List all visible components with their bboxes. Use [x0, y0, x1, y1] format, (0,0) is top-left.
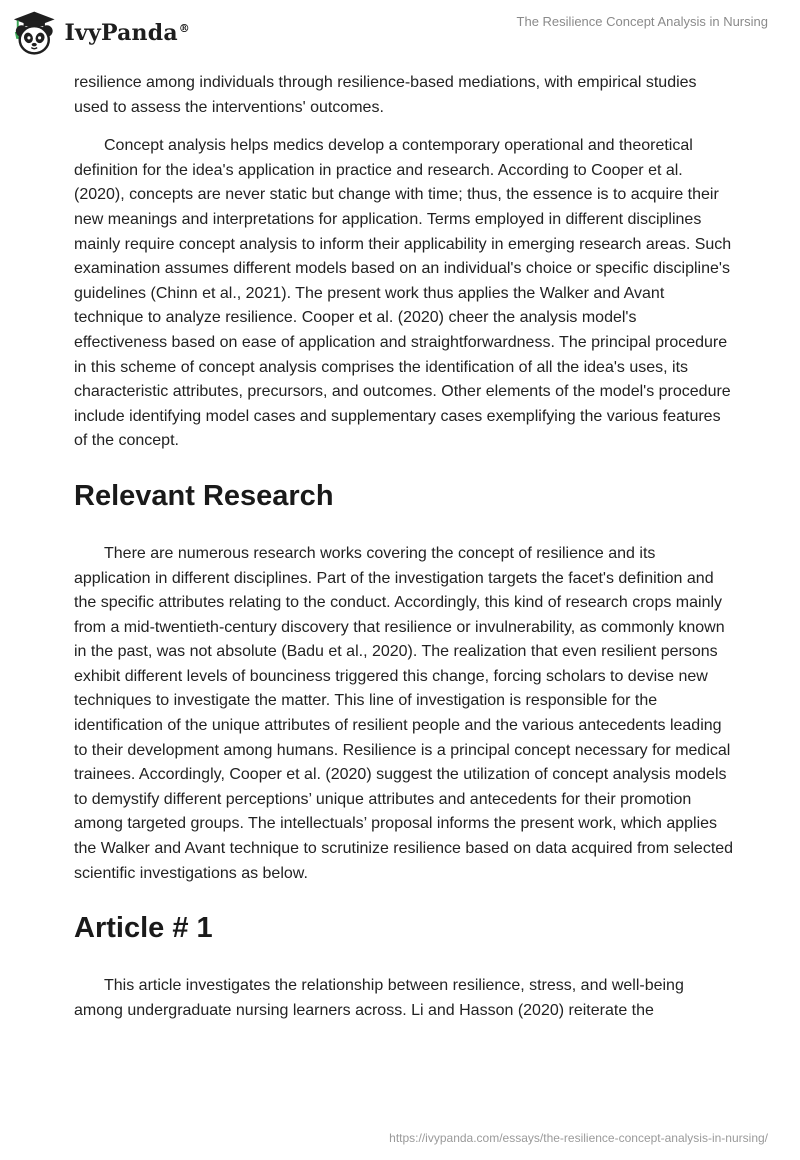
brand-name: IvyPanda® — [64, 20, 190, 46]
ivypanda-logo[interactable] — [10, 7, 190, 59]
source-url[interactable]: https://ivypanda.com/essays/the-resilience-concept-analysis-in-nursing/ — [389, 1131, 768, 1145]
relevant-research-paragraph: There are numerous research works covering the concept of resilience and its application in different disciplines. Part of the investigation targets the facet's definition and the specific attributes relating to the conduct. Accordingly, this kind of research crops mainly from a mid-twentieth-century discovery that resilience or invulnerability, as commonly known in the past, was not absolute (Badu et al., 2020). The realization that even resilient persons exhibit different levels of bounciness triggered this change, forcing scholars to devise new techniques to investigate the matter. This line of investigation is responsible for the identification of the unique attributes of resilient people and the various antecedents leading to their development among humans. Resilience is a principal concept necessary for medical trainees. Accordingly, Cooper et al. (2020) suggest the utilization of concept analysis models to demystify different perceptions’ unique attributes and antecedents for their promotion among targeted groups. The intellectuals’ proposal informs the present work, which applies the Walker and Avant technique to scrutinize resilience based on data acquired from selected scientific investigations as below. — [74, 544, 734, 882]
essay-content — [74, 71, 734, 1023]
intro-paragraph-fragment: resilience among individuals through resilience-based mediations, with empirical studies used to assess the interventions' outcomes. — [74, 74, 697, 116]
article-1-heading: Article # 1 — [74, 912, 213, 945]
panda-graduate-icon — [10, 9, 58, 57]
relevant-research-heading: Relevant Research — [74, 479, 334, 512]
brand-registered-mark: ® — [178, 21, 190, 35]
page-header — [0, 0, 800, 70]
article-1-paragraph: This article investigates the relationship between resilience, stress, and well-being among undergraduate nursing learners across. Li and Hasson (2020) reiterate the — [74, 977, 684, 1019]
document-title: The Resilience Concept Analysis in Nursing — [516, 14, 768, 29]
concept-analysis-paragraph: Concept analysis helps medics develop a contemporary operational and theoretical definition for the idea's application in practice and research. According to Cooper et al. (2020), concepts are never static but change with time; thus, the essence is to acquire their new meanings and interpretations for application. Terms employed in different disciplines mainly require concept analysis to inform their applicability in emerging research areas. Such examination assumes different models based on an individual's choice or specific discipline's guidelines (Chinn et al., 2021). The present work thus applies the Walker and Avant technique to analyze resilience. Cooper et al. (2020) cheer the analysis model's effectiveness based on ease of application and straightforwardness. The principal procedure in this scheme of concept analysis comprises the identification of all the idea's uses, its characteristic attributes, precursors, and outcomes. Other elements of the model's procedure include identifying model cases and supplementary cases exemplifying the various features of the concept. — [74, 137, 732, 450]
